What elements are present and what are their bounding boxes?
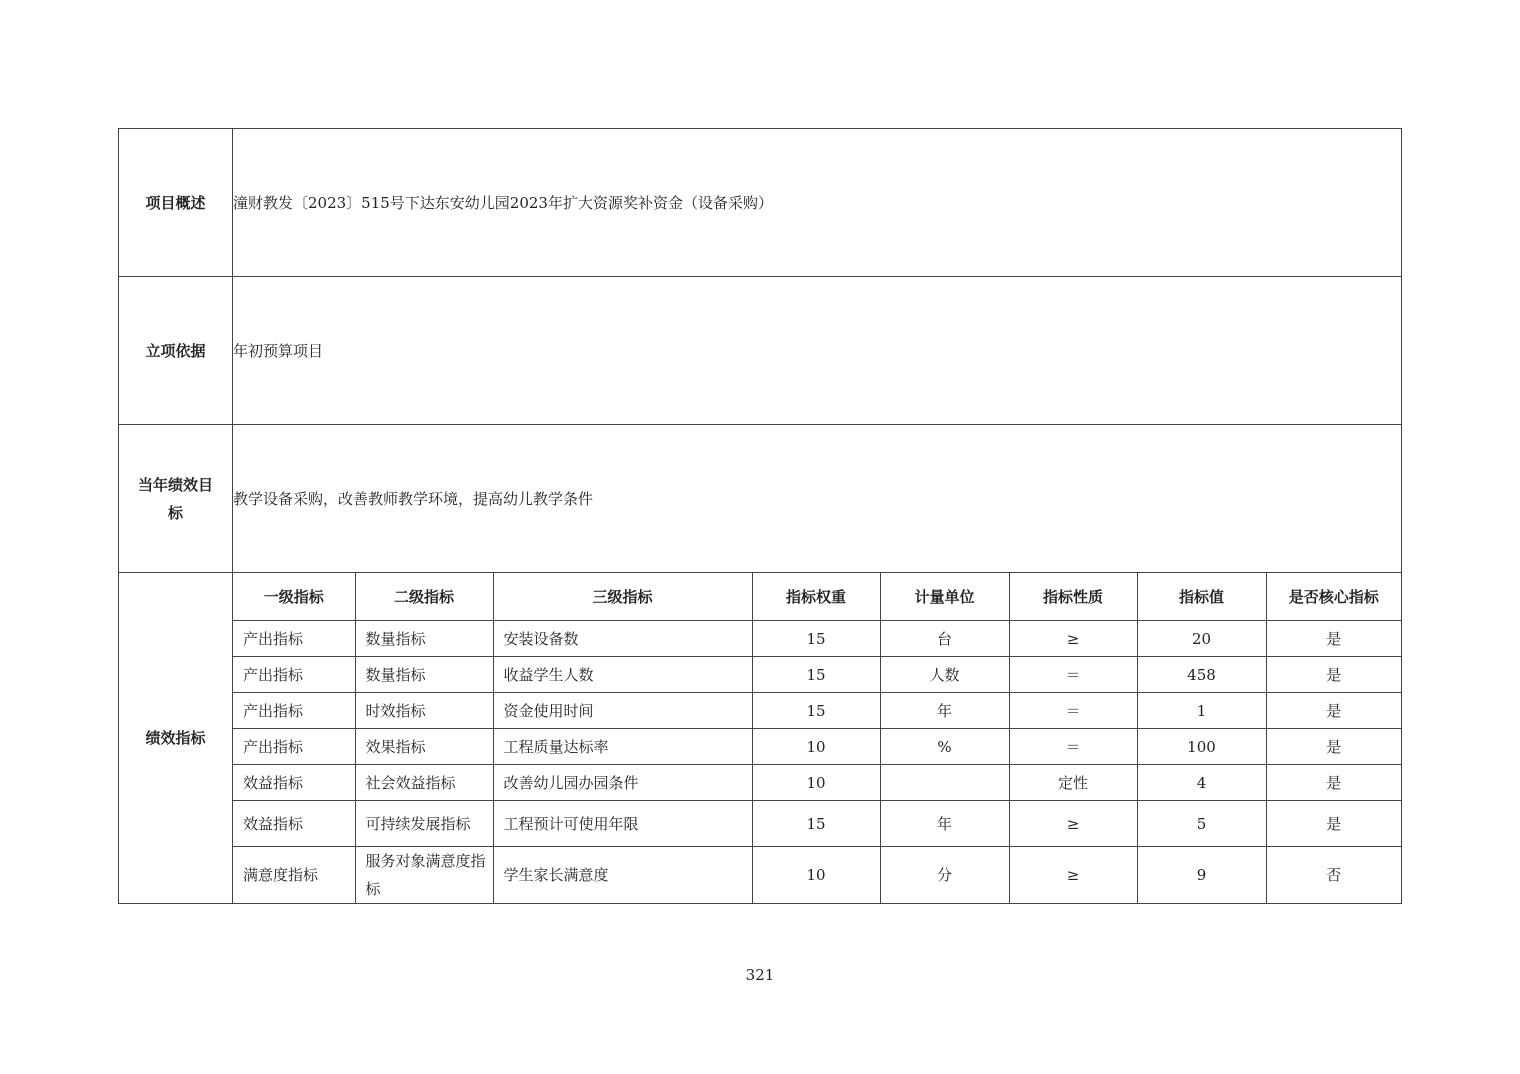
goal-label: [119, 425, 233, 573]
indicators-header-row: [233, 573, 1401, 621]
indicators-cell: 收益学生人数: [493, 657, 752, 693]
indicators-row: [233, 693, 1401, 729]
indicators-header-cell: 二级指标: [355, 573, 493, 621]
indicators-cell: 满意度指标: [233, 847, 355, 904]
indicators-header-cell: 指标权重: [752, 573, 880, 621]
indicators-cell: 是: [1266, 657, 1401, 693]
indicators-cell: 数量指标: [355, 657, 493, 693]
indicators-cell: 是: [1266, 729, 1401, 765]
indicators-cell: 产出指标: [233, 729, 355, 765]
indicators-cell: 458: [1137, 657, 1266, 693]
indicators-cell: 15: [752, 657, 880, 693]
indicators-cell: 是: [1266, 765, 1401, 801]
indicators-cell: %: [880, 729, 1009, 765]
indicators-header-cell: 指标性质: [1009, 573, 1137, 621]
indicators-cell: 定性: [1009, 765, 1137, 801]
indicators-row: [233, 801, 1401, 847]
indicators-cell: 年: [880, 801, 1009, 847]
indicators-cell: 10: [752, 847, 880, 904]
indicators-cell: 1: [1137, 693, 1266, 729]
indicators-cell: 工程预计可使用年限: [493, 801, 752, 847]
indicators-cell: 产出指标: [233, 621, 355, 657]
indicators-cell: 台: [880, 621, 1009, 657]
project-table: [118, 128, 1402, 904]
indicators-cell: 4: [1137, 765, 1266, 801]
goal-label-line2: 标: [167, 503, 183, 522]
indicators-cell: 资金使用时间: [493, 693, 752, 729]
goal-label-line1: 当年绩效目: [137, 475, 213, 494]
indicators-cell: 是: [1266, 621, 1401, 657]
indicators-cell: ≥: [1009, 621, 1137, 657]
indicators-label: 绩效指标: [119, 573, 233, 904]
indicators-row: [233, 729, 1401, 765]
indicators-cell: 15: [752, 621, 880, 657]
indicators-cell: 改善幼儿园办园条件: [493, 765, 752, 801]
basis-label: 立项依据: [119, 277, 233, 425]
indicators-cell: 9: [1137, 847, 1266, 904]
indicators-cell: 分: [880, 847, 1009, 904]
indicators-table: [233, 573, 1401, 903]
indicators-cell: 效果指标: [355, 729, 493, 765]
indicators-cell: 产出指标: [233, 693, 355, 729]
indicators-cell: 服务对象满意度指标: [355, 847, 493, 904]
indicators-cell: 100: [1137, 729, 1266, 765]
indicators-header-cell: 三级指标: [493, 573, 752, 621]
indicators-cell: ≥: [1009, 801, 1137, 847]
indicators-cell: 年: [880, 693, 1009, 729]
indicators-cell: ＝: [1009, 693, 1137, 729]
indicators-header-cell: 一级指标: [233, 573, 355, 621]
indicators-cell: 是: [1266, 801, 1401, 847]
indicators-cell: 10: [752, 765, 880, 801]
indicators-cell: 是: [1266, 693, 1401, 729]
indicators-cell: ≥: [1009, 847, 1137, 904]
indicators-row: [233, 847, 1401, 904]
page-number: 321: [745, 966, 775, 984]
indicators-cell: 时效指标: [355, 693, 493, 729]
indicators-cell: ＝: [1009, 657, 1137, 693]
indicators-row: [233, 765, 1401, 801]
indicators-cell: 20: [1137, 621, 1266, 657]
goal-text: 教学设备采购，改善教师教学环境，提高幼儿教学条件: [233, 425, 1402, 573]
indicators-cell: ＝: [1009, 729, 1137, 765]
indicators-cell: 否: [1266, 847, 1401, 904]
indicators-cell: 社会效益指标: [355, 765, 493, 801]
indicators-header-cell: 是否核心指标: [1266, 573, 1401, 621]
indicators-cell: 数量指标: [355, 621, 493, 657]
indicators-header-cell: 指标值: [1137, 573, 1266, 621]
overview-label: 项目概述: [119, 129, 233, 277]
indicators-cell: 工程质量达标率: [493, 729, 752, 765]
indicators-cell: 效益指标: [233, 765, 355, 801]
indicators-cell: 人数: [880, 657, 1009, 693]
indicators-cell: [233, 573, 1402, 904]
indicators-cell: 15: [752, 801, 880, 847]
indicators-cell: 15: [752, 693, 880, 729]
indicators-cell: 10: [752, 729, 880, 765]
indicators-header-cell: 计量单位: [880, 573, 1009, 621]
indicators-cell: 效益指标: [233, 801, 355, 847]
indicators-cell: 5: [1137, 801, 1266, 847]
basis-text: 年初预算项目: [233, 277, 1402, 425]
indicators-cell: 安装设备数: [493, 621, 752, 657]
indicators-cell: 可持续发展指标: [355, 801, 493, 847]
indicators-cell: 产出指标: [233, 657, 355, 693]
indicators-row: [233, 657, 1401, 693]
indicators-row: [233, 621, 1401, 657]
indicators-cell: [880, 765, 1009, 801]
overview-text: 潼财教发〔2023〕515号下达东安幼儿园2023年扩大资源奖补资金（设备采购）: [233, 129, 1402, 277]
indicators-cell: 学生家长满意度: [493, 847, 752, 904]
